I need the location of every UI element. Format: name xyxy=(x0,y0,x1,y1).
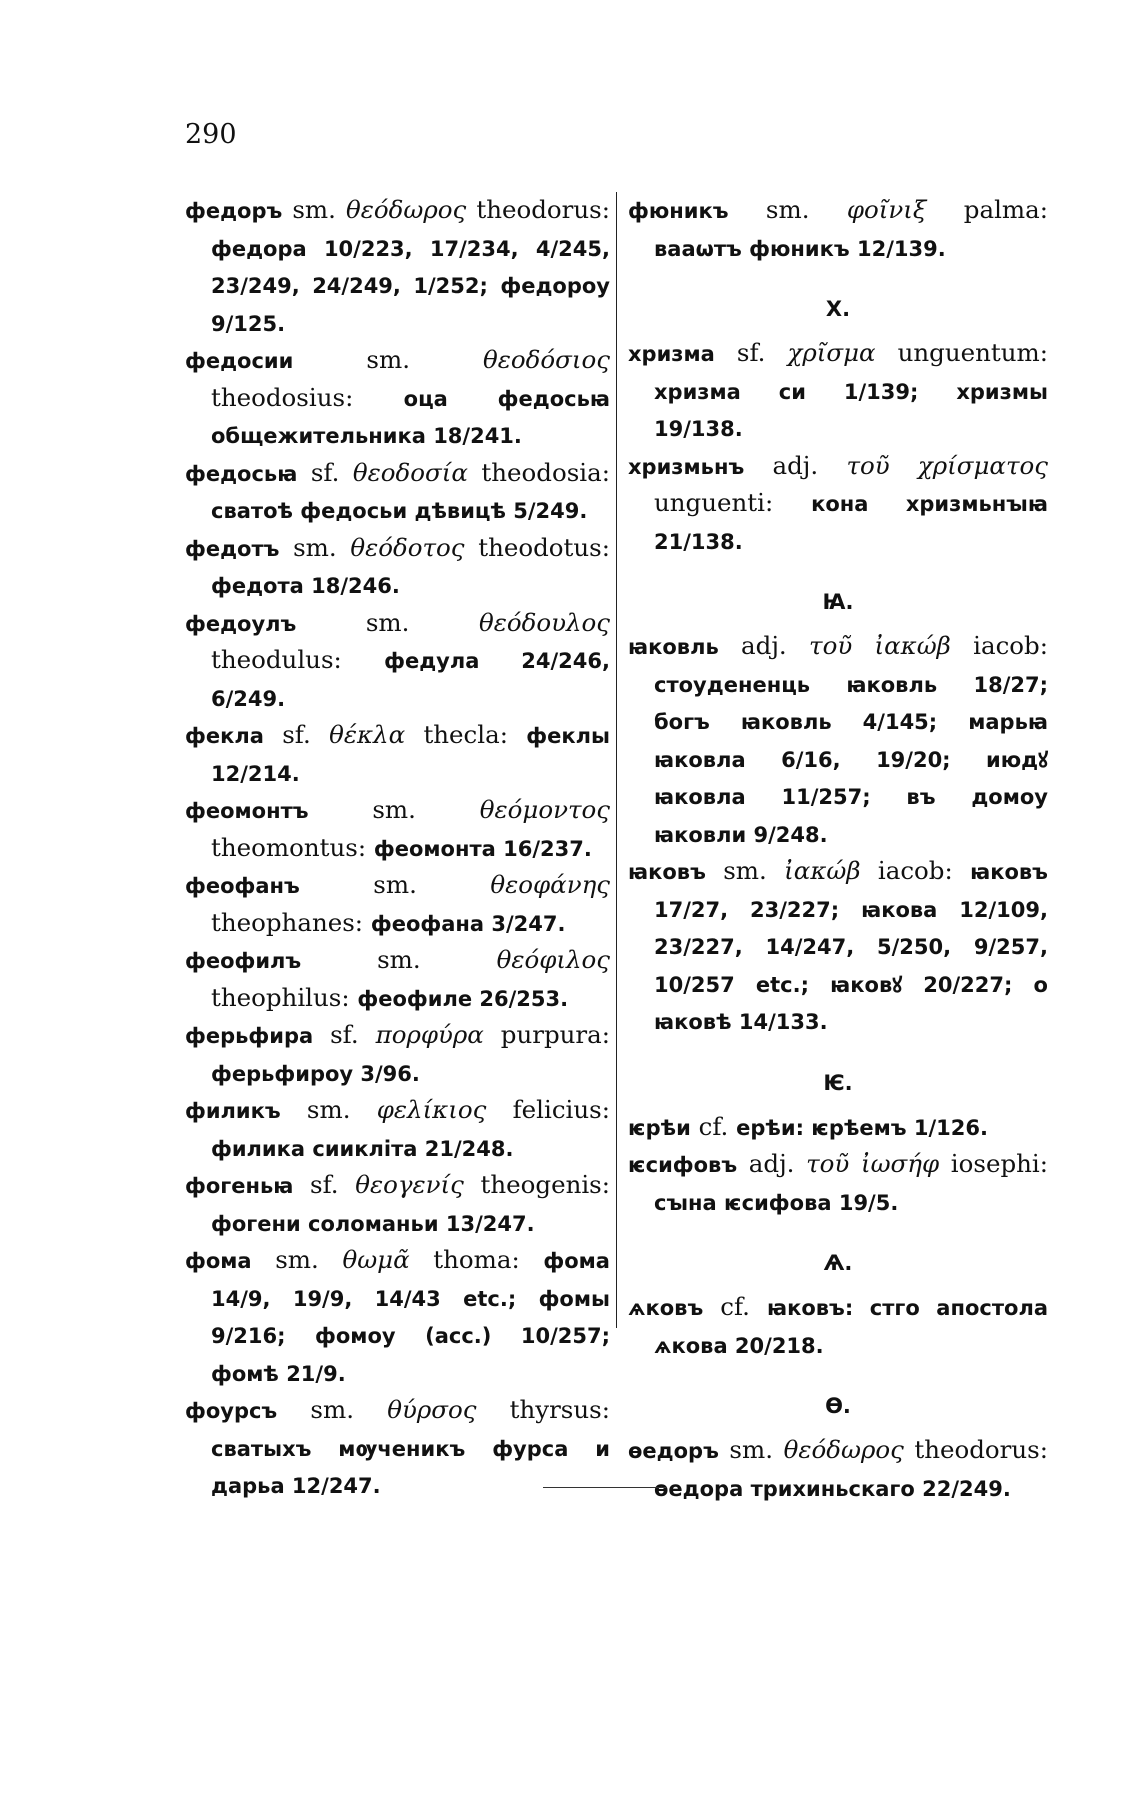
headword: ꙗковъ xyxy=(628,860,706,884)
part-of-speech: sm. xyxy=(723,856,767,885)
dictionary-entry xyxy=(628,1146,1048,1221)
greek-equivalent: θεοδοσία xyxy=(352,457,468,487)
part-of-speech: cf. xyxy=(720,1292,750,1321)
latin-equivalent: iosephi: xyxy=(950,1149,1048,1178)
greek-equivalent: τοῦ ἰακώβ xyxy=(809,631,951,660)
citations: феофана 3/247. xyxy=(370,911,566,936)
page-number: 290 xyxy=(185,119,237,150)
part-of-speech: sm. xyxy=(366,345,410,374)
greek-equivalent: χρῖσμα xyxy=(787,338,876,367)
dictionary-entry xyxy=(185,342,610,455)
part-of-speech: sm. xyxy=(275,1245,319,1274)
latin-equivalent: theophilus: xyxy=(211,982,350,1012)
citations: филика сиикліта 21/248. xyxy=(211,1136,514,1161)
citations: ꙗковъ: стго апостола ѧкова 20/218. xyxy=(654,1296,1048,1358)
part-of-speech: sf. xyxy=(282,720,311,749)
latin-equivalent: iacob: xyxy=(877,856,953,885)
latin-equivalent: thyrsus: xyxy=(509,1395,610,1424)
dictionary-entry xyxy=(185,605,610,718)
greek-equivalent: τοῦ ἰωσήφ xyxy=(806,1149,940,1178)
latin-equivalent: theogenis: xyxy=(480,1170,611,1199)
headword: ѥсифовъ xyxy=(628,1153,738,1177)
headword: ꙗковль xyxy=(628,635,719,659)
headword: ѥрѣи xyxy=(628,1115,691,1140)
citations: хризма си 1/139; хризмы 19/138. xyxy=(654,379,1048,441)
headword: фогеньꙗ xyxy=(185,1174,294,1198)
section-letter: Ѥ. xyxy=(823,1070,853,1095)
dictionary-entry xyxy=(185,867,610,942)
dictionary-entry xyxy=(185,1242,610,1392)
part-of-speech: sf. xyxy=(310,1170,339,1199)
section-letter: Х. xyxy=(825,297,851,321)
citations: фома 14/9, 19/9, 14/43 etc.; фомы 9/216; фомоу (acc.) 10/257; фомѣ 21/9. xyxy=(211,1249,610,1386)
citations: вааѡтъ фюникъ 12/139. xyxy=(654,236,946,261)
latin-equivalent: theodosia: xyxy=(481,457,610,487)
citations: феомонта 16/237. xyxy=(373,836,592,861)
headword: фюникъ xyxy=(628,199,729,223)
latin-equivalent: unguentum: xyxy=(897,338,1049,367)
dictionary-entry xyxy=(628,335,1048,448)
part-of-speech: sm. xyxy=(765,195,810,224)
citations: сꙑна ѥсифова 19/5. xyxy=(654,1190,899,1215)
greek-equivalent: θωμᾶ xyxy=(342,1245,410,1274)
part-of-speech: sm. xyxy=(377,945,421,974)
latin-equivalent: thecla: xyxy=(423,720,508,749)
headword: федосьꙗ xyxy=(185,461,298,486)
part-of-speech: cf. xyxy=(698,1111,729,1141)
column-divider xyxy=(616,192,617,1328)
greek-equivalent: θεόδοτος xyxy=(350,532,465,562)
dictionary-entry xyxy=(628,448,1048,561)
right-column xyxy=(628,192,1048,1507)
dictionary-entry xyxy=(185,530,610,605)
part-of-speech: sm. xyxy=(310,1395,354,1424)
citations: ферьфироу 3/96. xyxy=(211,1061,420,1086)
part-of-speech: sm. xyxy=(729,1435,774,1464)
headword: ѧковъ xyxy=(628,1296,704,1320)
latin-equivalent: theophanes: xyxy=(211,907,364,937)
latin-equivalent: iacob: xyxy=(973,631,1048,660)
latin-equivalent: unguenti: xyxy=(654,488,774,517)
dictionary-entry xyxy=(628,1109,1048,1147)
dictionary-entry xyxy=(628,192,1048,267)
citations: ерѣи: ѥрѣемъ 1/126. xyxy=(736,1115,988,1140)
headword: хризма xyxy=(628,342,715,366)
latin-equivalent: theodorus: xyxy=(914,1435,1049,1464)
citations: ѳедора трихиньскаго 22/249. xyxy=(654,1476,1011,1501)
latin-equivalent: theomontus: xyxy=(211,832,367,862)
dictionary-entry xyxy=(628,1432,1048,1507)
latin-equivalent: theodorus: xyxy=(476,195,611,224)
part-of-speech: sm. xyxy=(306,1095,351,1124)
citations: кона хризмьнꙑꙗ 21/138. xyxy=(654,492,1048,554)
dictionary-entry xyxy=(185,1167,610,1242)
latin-equivalent: thoma: xyxy=(433,1245,520,1274)
latin-equivalent: purpura: xyxy=(500,1020,611,1049)
part-of-speech: sf. xyxy=(736,338,766,367)
citations: федора 10/223, 17/234, 4/245, 23/249, 24/249, 1/252; федороу 9/125. xyxy=(211,236,610,336)
citations: фогени соломаньи 13/247. xyxy=(211,1211,535,1236)
citations: федула 24/246, 6/249. xyxy=(211,649,610,711)
part-of-speech: sm. xyxy=(372,795,416,824)
dictionary-entry xyxy=(628,1289,1048,1364)
headword: фекла xyxy=(185,724,264,748)
headword: фома xyxy=(185,1249,252,1273)
greek-equivalent: θεογενίς xyxy=(355,1170,464,1199)
latin-equivalent: theodotus: xyxy=(478,532,610,562)
greek-equivalent: θεοφάνης xyxy=(490,870,610,899)
latin-equivalent: palma: xyxy=(963,195,1049,224)
headword: филикъ xyxy=(185,1099,281,1123)
citations: ꙗковъ 17/27, 23/227; ꙗкова 12/109, 23/227, 14/247, 5/250, 9/257, 10/257 etc.; ꙗковꙋ 20/227; о ꙗковѣ 14/133. xyxy=(654,860,1048,1034)
citations: сватоѣ федосьи дѣвицѣ 5/249. xyxy=(211,499,588,523)
dictionary-entry xyxy=(628,628,1048,853)
part-of-speech: sm. xyxy=(365,607,410,637)
latin-equivalent: theodosius: xyxy=(211,382,354,412)
headword: федосии xyxy=(185,349,294,373)
greek-equivalent: φοῖνιξ xyxy=(846,195,927,224)
greek-equivalent: θεόδωρος xyxy=(346,195,467,224)
greek-equivalent: τοῦ χρίσματος xyxy=(846,450,1048,480)
dictionary-entry xyxy=(185,192,610,342)
part-of-speech: sm. xyxy=(292,195,336,224)
headword: ферьфира xyxy=(185,1024,314,1048)
citations: федота 18/246. xyxy=(211,574,400,598)
part-of-speech: sm. xyxy=(293,532,337,562)
citations: оца федосьꙗ общежительника 18/241. xyxy=(211,386,610,448)
bottom-rule xyxy=(543,1487,667,1488)
part-of-speech: sm. xyxy=(373,870,417,899)
headword: феофанъ xyxy=(185,874,300,898)
headword: хризмьнъ xyxy=(628,454,745,479)
latin-equivalent: theodulus: xyxy=(211,645,342,674)
part-of-speech: sf. xyxy=(310,457,340,487)
part-of-speech: adj. xyxy=(741,631,787,660)
greek-equivalent: θεοδόσιος xyxy=(483,345,610,374)
greek-equivalent: θεόφιλος xyxy=(496,945,610,974)
dictionary-entry xyxy=(628,853,1048,1041)
headword: федоръ xyxy=(185,199,283,223)
headword: ѳедоръ xyxy=(628,1439,719,1463)
citations: сватыхъ мѹченикъ фурса и дарьа 12/247. xyxy=(211,1436,610,1498)
part-of-speech: adj. xyxy=(772,450,819,480)
dictionary-entry xyxy=(185,1092,610,1167)
headword: фоурсъ xyxy=(185,1399,278,1423)
headword: феофилъ xyxy=(185,949,302,973)
dictionary-entry xyxy=(185,1017,610,1092)
headword: федоулъ xyxy=(185,611,297,636)
latin-equivalent: felicius: xyxy=(512,1095,610,1124)
dictionary-entry xyxy=(185,717,610,792)
headword: феомонтъ xyxy=(185,799,309,823)
greek-equivalent: θεόδουλος xyxy=(478,607,610,637)
citations: стоудененць ꙗковль 18/27; богъ ꙗковль 4/145; марьꙗ ꙗковла 6/16, 19/20; июдꙋ ꙗковла 11/257; въ домоу ꙗковли 9/248. xyxy=(654,672,1048,847)
greek-equivalent: ἰακώβ xyxy=(784,856,861,885)
section-letter: Ꙗ. xyxy=(822,590,854,614)
part-of-speech: adj. xyxy=(748,1149,795,1178)
part-of-speech: sf. xyxy=(330,1020,359,1049)
headword: федотъ xyxy=(185,536,280,561)
greek-equivalent: θέκλα xyxy=(329,720,406,749)
greek-equivalent: θύρσος xyxy=(387,1395,477,1424)
greek-equivalent: θεόδωρος xyxy=(783,1435,904,1464)
dictionary-entry xyxy=(185,455,610,530)
dictionary-entry xyxy=(185,792,610,867)
left-column xyxy=(185,192,610,1505)
greek-equivalent: θεόμοντος xyxy=(479,795,610,824)
greek-equivalent: φελίκιος xyxy=(376,1095,487,1124)
citations: феофиле 26/253. xyxy=(357,986,569,1011)
dictionary-entry xyxy=(185,942,610,1017)
citations: феклы 12/214. xyxy=(211,724,610,786)
section-letter: Ѧ. xyxy=(823,1251,853,1275)
greek-equivalent: πορφύρα xyxy=(375,1020,484,1049)
section-letter: Ѳ. xyxy=(825,1394,851,1418)
